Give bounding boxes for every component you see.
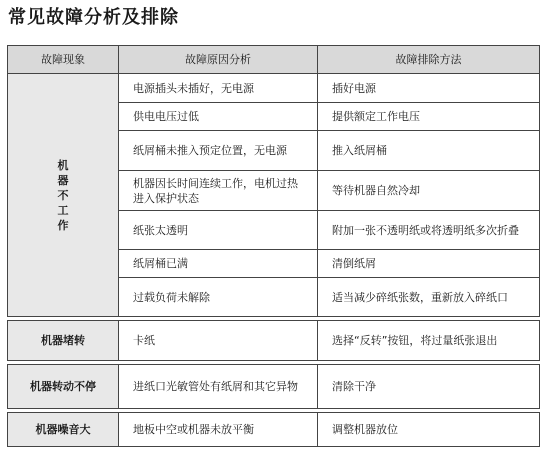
troubleshooting-table: [7, 45, 540, 447]
remedy-cell: 附加一张不透明纸或将透明纸多次折叠: [318, 211, 540, 250]
remedy-cell: 调整机器放位: [318, 413, 540, 447]
symptom-cell: 机器堵转: [8, 321, 119, 361]
cause-cell: 纸屑桶已满: [119, 250, 318, 278]
remedy-cell: 插好电源: [318, 74, 540, 103]
header-symptom: 故障现象: [8, 46, 119, 74]
remedy-cell: 选择“反转”按钮，将过量纸张退出: [318, 321, 540, 361]
remedy-cell: 清倒纸屑: [318, 250, 540, 278]
remedy-cell: 适当减少碎纸张数，重新放入碎纸口: [318, 278, 540, 317]
cause-cell: 过载负荷未解除: [119, 278, 318, 317]
symptom-cell: 机器转动不停: [8, 365, 119, 409]
symptom-cell: [8, 74, 119, 317]
table-row: [8, 74, 540, 103]
cause-cell: 卡纸: [119, 321, 318, 361]
cause-cell: 纸屑桶未推入预定位置，无电源: [119, 131, 318, 171]
table-row: [8, 413, 540, 447]
table-header-row: [8, 46, 540, 74]
symptom-cell: 机器噪音大: [8, 413, 119, 447]
remedy-cell: 等待机器自然冷却: [318, 171, 540, 211]
table-row: [8, 321, 540, 361]
symptom-label: 机器不工作: [57, 158, 69, 232]
remedy-cell: 提供额定工作电压: [318, 103, 540, 131]
page-title: 常见故障分析及排除: [8, 7, 179, 28]
cause-cell: 进纸口光敏管处有纸屑和其它异物: [119, 365, 318, 409]
cause-cell: 供电电压过低: [119, 103, 318, 131]
remedy-cell: 清除干净: [318, 365, 540, 409]
cause-cell: 机器因长时间连续工作，电机过热进入保护状态: [119, 171, 318, 211]
cause-cell: 电源插头未插好，无电源: [119, 74, 318, 103]
cause-cell: 纸张太透明: [119, 211, 318, 250]
header-remedy: 故障排除方法: [318, 46, 540, 74]
remedy-cell: 推入纸屑桶: [318, 131, 540, 171]
table-row: [8, 365, 540, 409]
header-cause: 故障原因分析: [119, 46, 318, 74]
cause-cell: 地板中空或机器未放平衡: [119, 413, 318, 447]
